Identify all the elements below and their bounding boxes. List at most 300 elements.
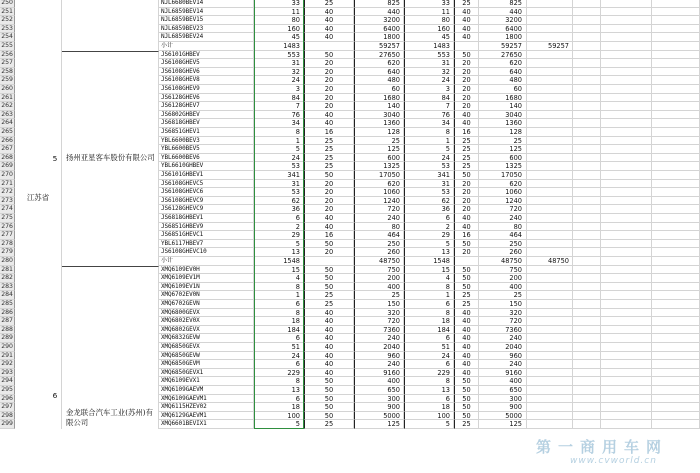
model-cell[interactable]: JS6128GHEV6 xyxy=(159,94,254,103)
amount-cell[interactable]: 125 xyxy=(354,420,404,429)
empty-cell[interactable] xyxy=(573,291,601,300)
empty-cell[interactable] xyxy=(601,171,652,180)
approved-standard-cell[interactable]: 50 xyxy=(454,171,479,180)
row-number[interactable]: 277 xyxy=(1,231,13,239)
empty-cell[interactable] xyxy=(601,352,652,361)
amount-cell[interactable]: 300 xyxy=(354,395,404,404)
standard-cell[interactable]: 25 xyxy=(304,162,354,171)
approved-amount-cell[interactable]: 620 xyxy=(479,59,527,68)
empty-cell[interactable] xyxy=(601,395,652,404)
quantity-cell[interactable]: 11 xyxy=(254,8,304,17)
model-cell[interactable]: NJL6859BEV15 xyxy=(159,16,254,25)
empty-cell[interactable] xyxy=(601,94,652,103)
empty-cell[interactable] xyxy=(601,403,652,412)
standard-cell[interactable]: 40 xyxy=(304,360,354,369)
empty-cell[interactable] xyxy=(601,162,652,171)
row-number[interactable]: 250 xyxy=(1,0,13,6)
approved-standard-cell[interactable]: 50 xyxy=(454,266,479,275)
total-cell[interactable] xyxy=(527,85,573,94)
quantity-cell[interactable]: 8 xyxy=(254,128,304,137)
row-number[interactable]: 282 xyxy=(1,274,13,282)
quantity-cell[interactable]: 6 xyxy=(254,300,304,309)
empty-cell[interactable] xyxy=(601,111,652,120)
empty-cell[interactable] xyxy=(601,412,652,421)
amount-cell[interactable]: 240 xyxy=(354,334,404,343)
model-cell[interactable]: JS6818GHBEV1 xyxy=(159,214,254,223)
empty-cell[interactable] xyxy=(652,223,700,232)
standard-cell[interactable]: 50 xyxy=(304,395,354,404)
model-cell[interactable]: JS6128GHEV7 xyxy=(159,102,254,111)
total-cell[interactable] xyxy=(527,240,573,249)
empty-cell[interactable] xyxy=(652,188,700,197)
model-cell[interactable]: JS6802GHBEV xyxy=(159,111,254,120)
approved-amount-cell[interactable]: 150 xyxy=(479,300,527,309)
approved-quantity-cell[interactable]: 13 xyxy=(404,248,454,257)
total-cell[interactable] xyxy=(527,300,573,309)
quantity-cell[interactable]: 62 xyxy=(254,197,304,206)
standard-cell[interactable]: 20 xyxy=(304,248,354,257)
model-cell[interactable]: XMQ6850GEVW xyxy=(159,352,254,361)
amount-cell[interactable]: 3200 xyxy=(354,16,404,25)
empty-cell[interactable] xyxy=(652,343,700,352)
total-cell[interactable] xyxy=(527,291,573,300)
approved-quantity-cell[interactable]: 8 xyxy=(404,377,454,386)
approved-standard-cell[interactable]: 40 xyxy=(454,317,479,326)
approved-quantity-cell[interactable]: 34 xyxy=(404,119,454,128)
empty-cell[interactable] xyxy=(601,51,652,60)
row-number[interactable]: 292 xyxy=(1,360,13,368)
amount-cell[interactable]: 1800 xyxy=(354,33,404,42)
model-cell[interactable]: XMQ6850GEVM xyxy=(159,360,254,369)
amount-cell[interactable]: 250 xyxy=(354,240,404,249)
standard-cell[interactable]: 16 xyxy=(304,231,354,240)
empty-cell[interactable] xyxy=(652,412,700,421)
total-cell[interactable] xyxy=(527,188,573,197)
approved-quantity-cell[interactable]: 53 xyxy=(404,162,454,171)
approved-amount-cell[interactable]: 27650 xyxy=(479,51,527,60)
approved-standard-cell[interactable]: 50 xyxy=(454,403,479,412)
approved-quantity-cell[interactable]: 31 xyxy=(404,59,454,68)
approved-amount-cell[interactable]: 464 xyxy=(479,231,527,240)
amount-cell[interactable]: 6400 xyxy=(354,25,404,34)
empty-cell[interactable] xyxy=(573,386,601,395)
empty-cell[interactable] xyxy=(652,180,700,189)
approved-quantity-cell[interactable]: 1483 xyxy=(404,42,454,51)
amount-cell[interactable]: 2040 xyxy=(354,343,404,352)
approved-quantity-cell[interactable]: 11 xyxy=(404,8,454,17)
empty-cell[interactable] xyxy=(601,137,652,146)
empty-cell[interactable] xyxy=(601,291,652,300)
row-number[interactable]: 295 xyxy=(1,386,13,393)
empty-cell[interactable] xyxy=(573,214,601,223)
row-number[interactable]: 252 xyxy=(1,16,13,24)
total-cell[interactable] xyxy=(527,403,573,412)
empty-cell[interactable] xyxy=(652,395,700,404)
standard-cell[interactable]: 40 xyxy=(304,214,354,223)
amount-cell[interactable]: 900 xyxy=(354,403,404,412)
approved-amount-cell[interactable]: 400 xyxy=(479,283,527,292)
approved-standard-cell[interactable]: 40 xyxy=(454,25,479,34)
approved-quantity-cell[interactable]: 8 xyxy=(404,283,454,292)
quantity-cell[interactable]: 31 xyxy=(254,180,304,189)
amount-cell[interactable]: 1360 xyxy=(354,119,404,128)
model-cell[interactable]: JS6108GHEV5 xyxy=(159,59,254,68)
quantity-cell[interactable]: 229 xyxy=(254,369,304,378)
total-cell[interactable] xyxy=(527,317,573,326)
row-number[interactable]: 279 xyxy=(1,248,13,256)
empty-cell[interactable] xyxy=(573,180,601,189)
total-cell[interactable] xyxy=(527,326,573,335)
standard-cell[interactable]: 50 xyxy=(304,403,354,412)
approved-standard-cell[interactable]: 40 xyxy=(454,8,479,17)
row-number[interactable]: 270 xyxy=(1,171,13,178)
empty-cell[interactable] xyxy=(573,231,601,240)
model-cell[interactable]: JS6108GHEV6 xyxy=(159,68,254,77)
quantity-cell[interactable]: 8 xyxy=(254,309,304,318)
approved-quantity-cell[interactable]: 8 xyxy=(404,309,454,318)
empty-cell[interactable] xyxy=(573,403,601,412)
empty-cell[interactable] xyxy=(601,223,652,232)
standard-cell[interactable]: 40 xyxy=(304,352,354,361)
approved-amount-cell[interactable]: 480 xyxy=(479,76,527,85)
empty-cell[interactable] xyxy=(601,214,652,223)
row-number[interactable]: 296 xyxy=(1,394,13,402)
approved-standard-cell[interactable]: 20 xyxy=(454,197,479,206)
empty-cell[interactable] xyxy=(601,59,652,68)
empty-cell[interactable] xyxy=(573,33,601,42)
row-number[interactable]: 276 xyxy=(1,222,13,230)
approved-quantity-cell[interactable]: 29 xyxy=(404,231,454,240)
empty-cell[interactable] xyxy=(573,42,601,51)
amount-cell[interactable]: 464 xyxy=(354,231,404,240)
approved-amount-cell[interactable]: 128 xyxy=(479,128,527,137)
approved-amount-cell[interactable]: 1325 xyxy=(479,162,527,171)
quantity-cell[interactable]: 2 xyxy=(254,223,304,232)
standard-cell[interactable]: 40 xyxy=(304,111,354,120)
amount-cell[interactable]: 440 xyxy=(354,8,404,17)
approved-quantity-cell[interactable]: 6 xyxy=(404,300,454,309)
model-cell[interactable]: JS6101GHBEV xyxy=(159,51,254,60)
quantity-cell[interactable]: 1483 xyxy=(254,42,304,51)
total-cell[interactable]: 48750 xyxy=(527,257,573,266)
approved-amount-cell[interactable]: 7360 xyxy=(479,326,527,335)
approved-standard-cell[interactable]: 50 xyxy=(454,283,479,292)
amount-cell[interactable]: 150 xyxy=(354,300,404,309)
row-number[interactable]: 260 xyxy=(1,85,13,92)
approved-amount-cell[interactable]: 240 xyxy=(479,360,527,369)
empty-cell[interactable] xyxy=(601,420,652,429)
approved-amount-cell[interactable]: 80 xyxy=(479,223,527,232)
quantity-cell[interactable]: 6 xyxy=(254,395,304,404)
approved-amount-cell[interactable]: 9160 xyxy=(479,369,527,378)
approved-quantity-cell[interactable]: 33 xyxy=(404,0,454,8)
approved-standard-cell[interactable]: 50 xyxy=(454,274,479,283)
approved-quantity-cell[interactable]: 1 xyxy=(404,137,454,146)
approved-standard-cell[interactable]: 20 xyxy=(454,68,479,77)
standard-cell[interactable]: 16 xyxy=(304,128,354,137)
standard-cell[interactable]: 40 xyxy=(304,119,354,128)
quantity-cell[interactable]: 18 xyxy=(254,403,304,412)
empty-cell[interactable] xyxy=(652,420,700,429)
empty-cell[interactable] xyxy=(601,33,652,42)
empty-cell[interactable] xyxy=(652,137,700,146)
approved-amount-cell[interactable]: 650 xyxy=(479,386,527,395)
amount-cell[interactable]: 240 xyxy=(354,360,404,369)
total-cell[interactable] xyxy=(527,154,573,163)
standard-cell[interactable]: 40 xyxy=(304,334,354,343)
quantity-cell[interactable]: 341 xyxy=(254,171,304,180)
approved-standard-cell[interactable]: 25 xyxy=(454,162,479,171)
total-cell[interactable] xyxy=(527,197,573,206)
row-number[interactable]: 285 xyxy=(1,300,13,307)
approved-quantity-cell[interactable]: 160 xyxy=(404,25,454,34)
total-cell[interactable] xyxy=(527,223,573,232)
amount-cell[interactable]: 60 xyxy=(354,85,404,94)
model-cell[interactable]: XMQ6832GEVW xyxy=(159,334,254,343)
total-cell[interactable] xyxy=(527,102,573,111)
approved-standard-cell[interactable]: 16 xyxy=(454,231,479,240)
row-number[interactable]: 256 xyxy=(1,50,13,58)
empty-cell[interactable] xyxy=(652,85,700,94)
empty-cell[interactable] xyxy=(573,274,601,283)
approved-quantity-cell[interactable]: 76 xyxy=(404,111,454,120)
model-cell[interactable]: JS6108GHEVC9 xyxy=(159,197,254,206)
model-cell[interactable]: XMQ6115HZEV02 xyxy=(159,403,254,412)
approved-standard-cell[interactable]: 20 xyxy=(454,248,479,257)
total-cell[interactable] xyxy=(527,334,573,343)
empty-cell[interactable] xyxy=(573,94,601,103)
empty-cell[interactable] xyxy=(652,240,700,249)
total-cell[interactable] xyxy=(527,111,573,120)
total-cell[interactable] xyxy=(527,76,573,85)
row-number[interactable]: 291 xyxy=(1,351,13,359)
approved-quantity-cell[interactable]: 18 xyxy=(404,403,454,412)
quantity-cell[interactable]: 53 xyxy=(254,188,304,197)
empty-cell[interactable] xyxy=(573,145,601,154)
empty-cell[interactable] xyxy=(573,102,601,111)
empty-cell[interactable] xyxy=(573,119,601,128)
approved-quantity-cell[interactable]: 62 xyxy=(404,197,454,206)
total-cell[interactable] xyxy=(527,214,573,223)
model-cell[interactable]: XMQ6109EVX1 xyxy=(159,377,254,386)
amount-cell[interactable]: 128 xyxy=(354,128,404,137)
empty-cell[interactable] xyxy=(573,360,601,369)
empty-cell[interactable] xyxy=(601,231,652,240)
quantity-cell[interactable]: 24 xyxy=(254,154,304,163)
total-cell[interactable] xyxy=(527,180,573,189)
empty-cell[interactable] xyxy=(573,205,601,214)
approved-amount-cell[interactable]: 1360 xyxy=(479,119,527,128)
amount-cell[interactable]: 1680 xyxy=(354,94,404,103)
standard-cell[interactable]: 40 xyxy=(304,8,354,17)
total-cell[interactable] xyxy=(527,145,573,154)
standard-cell[interactable]: 20 xyxy=(304,94,354,103)
approved-amount-cell[interactable]: 125 xyxy=(479,145,527,154)
approved-quantity-cell[interactable]: 7 xyxy=(404,102,454,111)
empty-cell[interactable] xyxy=(652,42,700,51)
approved-amount-cell[interactable]: 960 xyxy=(479,352,527,361)
model-cell[interactable]: XMQ6850GEVX xyxy=(159,343,254,352)
empty-cell[interactable] xyxy=(652,360,700,369)
total-cell[interactable] xyxy=(527,128,573,137)
approved-amount-cell[interactable]: 1680 xyxy=(479,94,527,103)
total-cell[interactable] xyxy=(527,205,573,214)
empty-cell[interactable] xyxy=(601,377,652,386)
quantity-cell[interactable]: 5 xyxy=(254,240,304,249)
amount-cell[interactable]: 260 xyxy=(354,248,404,257)
empty-cell[interactable] xyxy=(573,59,601,68)
row-number[interactable]: 273 xyxy=(1,196,13,204)
empty-cell[interactable] xyxy=(573,154,601,163)
approved-quantity-cell[interactable]: 6 xyxy=(404,334,454,343)
amount-cell[interactable]: 720 xyxy=(354,205,404,214)
empty-cell[interactable] xyxy=(652,326,700,335)
standard-cell[interactable]: 50 xyxy=(304,171,354,180)
row-number[interactable]: 257 xyxy=(1,59,13,67)
approved-amount-cell[interactable]: 25 xyxy=(479,137,527,146)
approved-standard-cell[interactable]: 40 xyxy=(454,111,479,120)
approved-quantity-cell[interactable]: 13 xyxy=(404,386,454,395)
approved-standard-cell[interactable]: 20 xyxy=(454,59,479,68)
model-cell[interactable]: XMQ6109GAEVM1 xyxy=(159,395,254,404)
empty-cell[interactable] xyxy=(652,59,700,68)
amount-cell[interactable]: 750 xyxy=(354,266,404,275)
empty-cell[interactable] xyxy=(573,420,601,429)
model-cell[interactable]: JS6851GHEV1 xyxy=(159,128,254,137)
standard-cell[interactable]: 50 xyxy=(304,51,354,60)
total-cell[interactable] xyxy=(527,266,573,275)
row-number[interactable]: 261 xyxy=(1,93,13,101)
quantity-cell[interactable]: 3 xyxy=(254,85,304,94)
standard-cell[interactable]: 20 xyxy=(304,59,354,68)
empty-cell[interactable] xyxy=(652,334,700,343)
approved-quantity-cell[interactable]: 6 xyxy=(404,214,454,223)
empty-cell[interactable] xyxy=(601,369,652,378)
approved-amount-cell[interactable]: 140 xyxy=(479,102,527,111)
standard-cell[interactable]: 25 xyxy=(304,154,354,163)
row-number[interactable]: 271 xyxy=(1,179,13,187)
quantity-cell[interactable]: 31 xyxy=(254,59,304,68)
empty-cell[interactable] xyxy=(652,154,700,163)
model-cell[interactable]: XMQ6109GAEVM xyxy=(159,386,254,395)
total-cell[interactable] xyxy=(527,162,573,171)
model-cell[interactable]: NJL6859BEV14 xyxy=(159,8,254,17)
empty-cell[interactable] xyxy=(601,300,652,309)
quantity-cell[interactable]: 80 xyxy=(254,16,304,25)
empty-cell[interactable] xyxy=(652,102,700,111)
empty-cell[interactable] xyxy=(601,317,652,326)
approved-quantity-cell[interactable]: 2 xyxy=(404,223,454,232)
model-cell[interactable]: JS6108GHEVC10 xyxy=(159,248,254,257)
total-cell[interactable] xyxy=(527,360,573,369)
empty-cell[interactable] xyxy=(652,257,700,266)
standard-cell[interactable]: 20 xyxy=(304,197,354,206)
approved-standard-cell[interactable]: 40 xyxy=(454,119,479,128)
model-cell[interactable]: XMQ6802GEVX xyxy=(159,326,254,335)
empty-cell[interactable] xyxy=(573,137,601,146)
quantity-cell[interactable]: 184 xyxy=(254,326,304,335)
empty-cell[interactable] xyxy=(652,162,700,171)
empty-cell[interactable] xyxy=(601,76,652,85)
empty-cell[interactable] xyxy=(573,68,601,77)
quantity-cell[interactable]: 8 xyxy=(254,283,304,292)
empty-cell[interactable] xyxy=(652,128,700,137)
model-cell[interactable]: NJL6859BEV24 xyxy=(159,33,254,42)
approved-standard-cell[interactable]: 40 xyxy=(454,334,479,343)
standard-cell[interactable]: 20 xyxy=(304,205,354,214)
quantity-cell[interactable]: 7 xyxy=(254,102,304,111)
approved-amount-cell[interactable]: 400 xyxy=(479,377,527,386)
row-number[interactable]: 289 xyxy=(1,334,13,342)
total-cell[interactable]: 59257 xyxy=(527,42,573,51)
standard-cell[interactable]: 20 xyxy=(304,68,354,77)
approved-amount-cell[interactable]: 1240 xyxy=(479,197,527,206)
model-cell[interactable]: XMQ6802EV0X xyxy=(159,317,254,326)
approved-standard-cell[interactable]: 25 xyxy=(454,291,479,300)
approved-quantity-cell[interactable]: 184 xyxy=(404,326,454,335)
quantity-cell[interactable]: 13 xyxy=(254,386,304,395)
empty-cell[interactable] xyxy=(601,180,652,189)
approved-quantity-cell[interactable]: 1 xyxy=(404,291,454,300)
approved-quantity-cell[interactable]: 8 xyxy=(404,128,454,137)
standard-cell[interactable]: 50 xyxy=(304,412,354,421)
quantity-cell[interactable]: 1548 xyxy=(254,257,304,266)
approved-quantity-cell[interactable]: 341 xyxy=(404,171,454,180)
row-number[interactable]: 264 xyxy=(1,119,13,127)
standard-cell[interactable] xyxy=(304,42,354,51)
amount-cell[interactable]: 400 xyxy=(354,283,404,292)
approved-standard-cell[interactable]: 20 xyxy=(454,76,479,85)
approved-amount-cell[interactable]: 720 xyxy=(479,205,527,214)
model-cell[interactable]: JS6851GHEVC1 xyxy=(159,231,254,240)
approved-quantity-cell[interactable]: 5 xyxy=(404,420,454,429)
amount-cell[interactable]: 9160 xyxy=(354,369,404,378)
approved-quantity-cell[interactable]: 553 xyxy=(404,51,454,60)
row-number[interactable]: 293 xyxy=(1,368,13,376)
company-merged-6[interactable] xyxy=(52,266,159,428)
company-merged-prev[interactable] xyxy=(62,0,159,50)
empty-cell[interactable] xyxy=(652,248,700,257)
model-cell[interactable]: YBL6600BEV5 xyxy=(159,145,254,154)
empty-cell[interactable] xyxy=(573,257,601,266)
empty-cell[interactable] xyxy=(601,326,652,335)
quantity-cell[interactable]: 34 xyxy=(254,119,304,128)
amount-cell[interactable]: 320 xyxy=(354,309,404,318)
quantity-cell[interactable]: 51 xyxy=(254,343,304,352)
total-cell[interactable] xyxy=(527,51,573,60)
approved-quantity-cell[interactable]: 229 xyxy=(404,369,454,378)
empty-cell[interactable] xyxy=(573,0,601,8)
company-merged-5[interactable] xyxy=(52,51,159,265)
total-cell[interactable] xyxy=(527,59,573,68)
empty-cell[interactable] xyxy=(652,403,700,412)
approved-standard-cell[interactable]: 20 xyxy=(454,205,479,214)
empty-cell[interactable] xyxy=(573,197,601,206)
standard-cell[interactable]: 20 xyxy=(304,85,354,94)
row-number[interactable]: 267 xyxy=(1,145,13,153)
approved-amount-cell[interactable]: 720 xyxy=(479,317,527,326)
approved-amount-cell[interactable]: 6400 xyxy=(479,25,527,34)
quantity-cell[interactable]: 1 xyxy=(254,137,304,146)
quantity-cell[interactable]: 24 xyxy=(254,76,304,85)
model-cell[interactable]: 小计 xyxy=(159,42,254,51)
standard-cell[interactable]: 25 xyxy=(304,137,354,146)
model-cell[interactable]: JS6108GHEVC5 xyxy=(159,180,254,189)
quantity-cell[interactable]: 5 xyxy=(254,145,304,154)
empty-cell[interactable] xyxy=(573,162,601,171)
approved-amount-cell[interactable]: 60 xyxy=(479,85,527,94)
standard-cell[interactable]: 20 xyxy=(304,180,354,189)
